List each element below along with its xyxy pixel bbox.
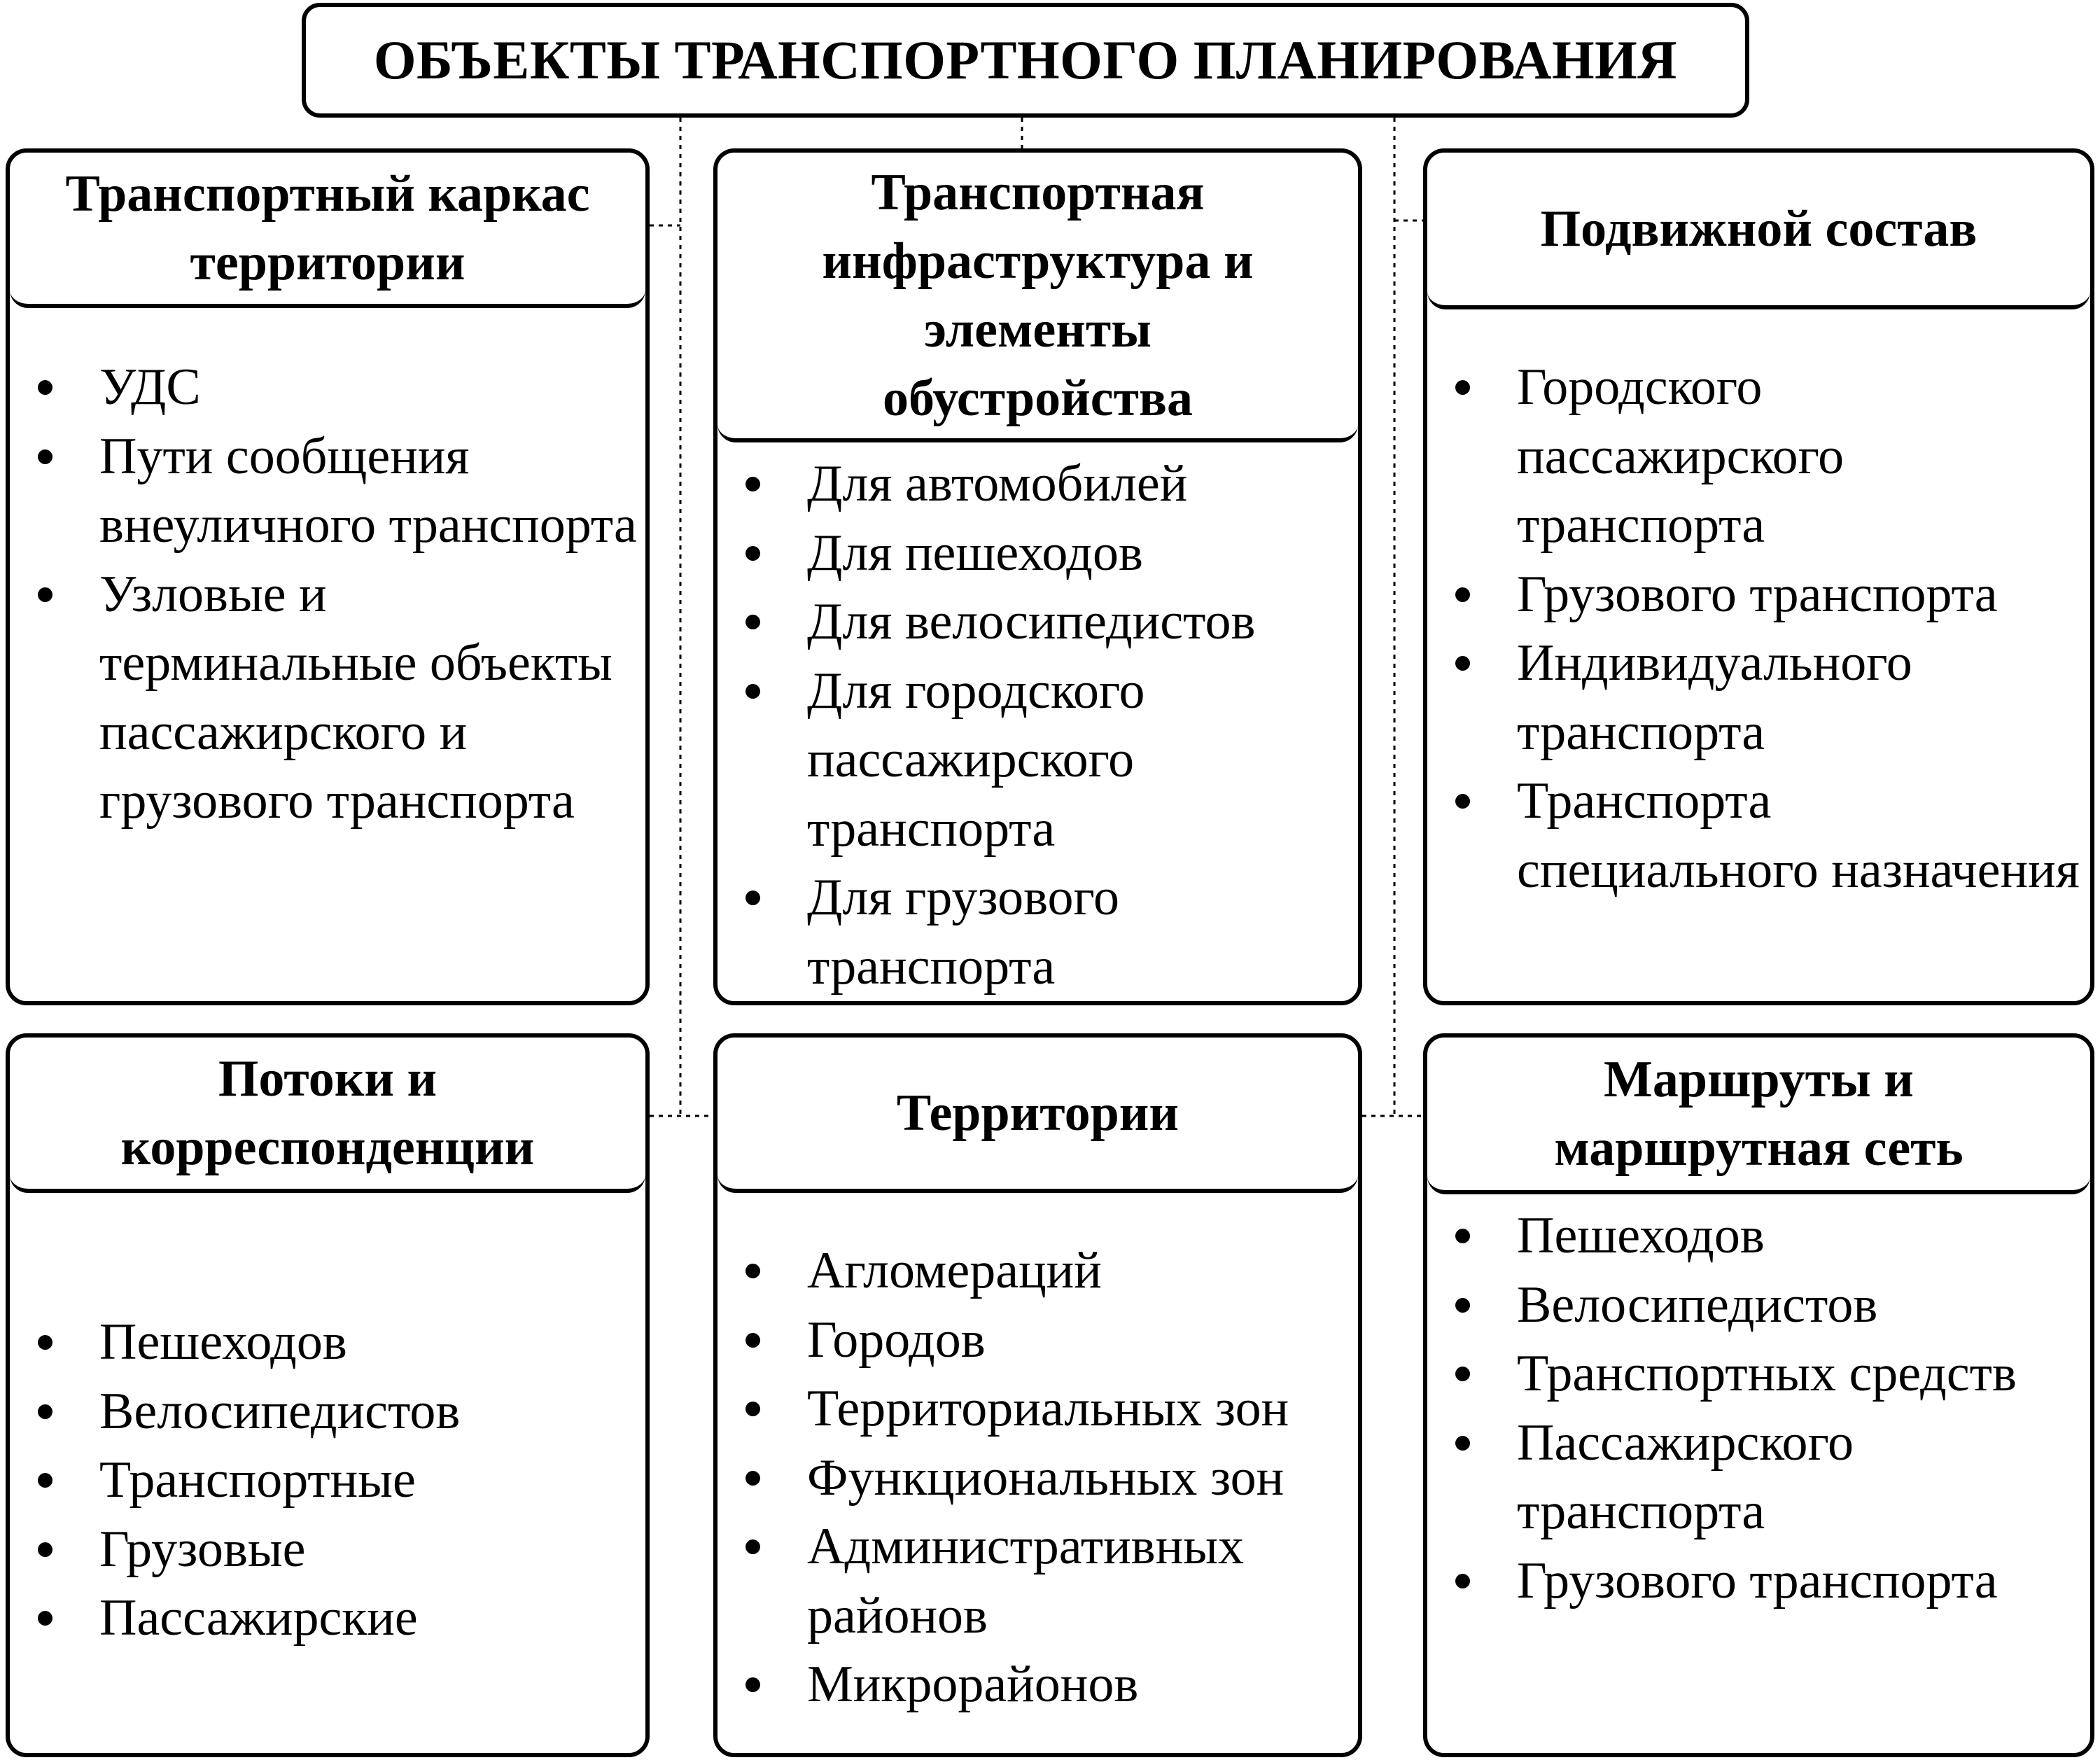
card-routes xyxy=(1423,1033,2094,1757)
card-heading: Территории xyxy=(718,1038,1358,1193)
list-item: Городского пассажирского транспорта xyxy=(1427,353,2090,560)
list-item: Грузового транспорта xyxy=(1427,560,2090,629)
card-territories xyxy=(713,1033,1362,1757)
card-rolling-stock xyxy=(1423,148,2094,1005)
list-item: УДС xyxy=(10,353,645,422)
list-item: Транспорта специального назначения xyxy=(1427,767,2090,905)
card-items xyxy=(10,1308,645,1653)
list-item: Пути сообщения внеуличного транспорта xyxy=(10,422,645,560)
card-items xyxy=(1427,353,2090,905)
list-item: Транспортных средств xyxy=(1427,1339,2090,1409)
list-item: Функциональных зон xyxy=(718,1444,1358,1513)
list-item: Для грузового транспорта xyxy=(718,863,1358,1001)
list-item: Территориальных зон xyxy=(718,1374,1358,1444)
list-item: Агломераций xyxy=(718,1236,1358,1306)
card-heading: Транспортная инфраструктура и элементы обустройства xyxy=(718,153,1358,442)
card-transport-frame xyxy=(6,148,650,1005)
list-item: Индивидуального транспорта xyxy=(1427,629,2090,767)
card-heading: Маршруты и маршрутная сеть xyxy=(1427,1038,2090,1194)
card-heading: Подвижной состав xyxy=(1427,153,2090,309)
list-item: Грузовые xyxy=(10,1515,645,1584)
list-item: Пассажирского транспорта xyxy=(1427,1409,2090,1546)
card-items xyxy=(1427,1201,2090,1615)
diagram-title: ОБЪЕКТЫ ТРАНСПОРТНОГО ПЛАНИРОВАНИЯ xyxy=(302,3,1749,118)
card-items xyxy=(10,353,645,836)
list-item: Пассажирские xyxy=(10,1584,645,1653)
card-items xyxy=(718,1236,1358,1719)
list-item: Узловые и терминальные объекты пассажирского и грузового транспорта xyxy=(10,560,645,836)
card-heading: Потоки и корреспонденции xyxy=(10,1038,645,1193)
list-item: Транспортные xyxy=(10,1446,645,1515)
list-item: Грузового транспорта xyxy=(1427,1546,2090,1616)
list-item: Велосипедистов xyxy=(10,1377,645,1446)
card-items xyxy=(718,449,1358,1001)
list-item: Пешеходов xyxy=(10,1308,645,1377)
list-item: Для пешеходов xyxy=(718,519,1358,588)
list-item: Пешеходов xyxy=(1427,1201,2090,1271)
card-heading: Транспортный каркас территории xyxy=(10,153,645,308)
card-flows xyxy=(6,1033,650,1757)
list-item: Велосипедистов xyxy=(1427,1271,2090,1340)
list-item: Для автомобилей xyxy=(718,449,1358,519)
list-item: Административных районов xyxy=(718,1512,1358,1650)
list-item: Городов xyxy=(718,1306,1358,1375)
list-item: Микрорайонов xyxy=(718,1650,1358,1719)
list-item: Для городского пассажирского транспорта xyxy=(718,657,1358,864)
card-infrastructure xyxy=(713,148,1362,1005)
list-item: Для велосипедистов xyxy=(718,587,1358,657)
